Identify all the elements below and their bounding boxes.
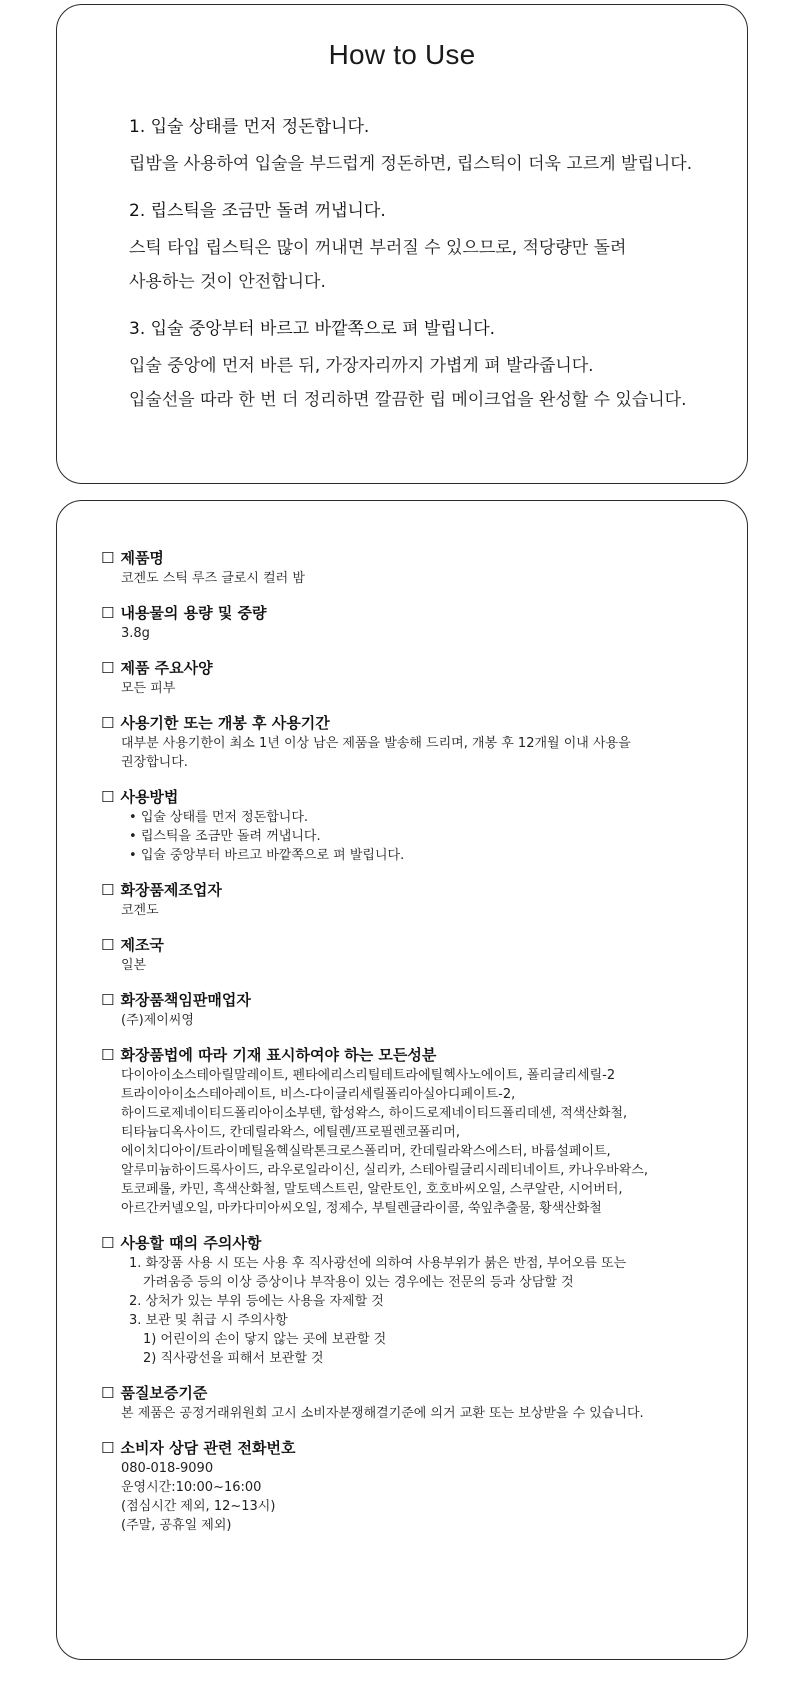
section-title: ☐ 화장품법에 따라 기재 표시하여야 하는 모든성분 <box>101 1046 437 1064</box>
step-2 <box>129 197 717 299</box>
country-value: 일본 <box>121 958 147 973</box>
sub-list-item: 1) 어린이의 손이 닿지 않는 곳에 보관할 것 <box>143 1332 387 1347</box>
product-info-card <box>56 500 748 1660</box>
sub-list-item: 2) 직사광선을 피해서 보관할 것 <box>143 1351 324 1366</box>
list-item-continued: 가려움증 등의 이상 증상이나 부작용이 있는 경우에는 전문의 등과 상담할 것 <box>143 1275 574 1290</box>
checkbox-icon: ☐ <box>101 714 115 732</box>
section-usage <box>101 786 707 865</box>
text-line: 토코페롤, 카민, 흑색산화철, 말토덱스트린, 알란토인, 호호바씨오일, 스쿠알란, 시어버터, <box>121 1182 623 1197</box>
section-quality <box>101 1382 707 1423</box>
step-heading: 3. 입술 중앙부터 바르고 바깥쪽으로 펴 발립니다. <box>129 319 496 339</box>
step-heading: 2. 립스틱을 조금만 돌려 꺼냅니다. <box>129 201 386 221</box>
section-seller <box>101 989 707 1030</box>
section-contact <box>101 1437 707 1535</box>
step-heading: 1. 입술 상태를 먼저 정돈합니다. <box>129 117 370 137</box>
text-line: 하이드로제네이티드폴리아이소부텐, 합성왁스, 하이드로제네이티드폴리데센, 적색산화철, <box>121 1106 628 1121</box>
step-text: 립밤을 사용하여 입술을 부드럽게 정돈하면, 립스틱이 더욱 고르게 발립니다. <box>129 154 693 174</box>
list-item: 1. 화장품 사용 시 또는 사용 후 직사광선에 의하여 사용부위가 붉은 반점, 부어오름 또는 <box>129 1256 627 1271</box>
how-to-use-title: How to Use <box>328 39 476 70</box>
section-title: ☐ 사용할 때의 주의사항 <box>101 1234 262 1252</box>
seller-value: (주)제이씨영 <box>121 1013 194 1028</box>
section-volume <box>101 602 707 643</box>
text-line: 에이치디아이/트라이메틸올헥실락톤크로스폴리머, 칸데릴라왁스에스터, 바륨설페이트, <box>121 1144 611 1159</box>
checkbox-icon: ☐ <box>101 1046 115 1064</box>
section-product-name <box>101 547 707 588</box>
section-expiry <box>101 712 707 772</box>
text-line: (점심시간 제외, 12~13시) <box>121 1499 276 1514</box>
step-text: 사용하는 것이 안전합니다. <box>129 272 326 292</box>
phone-number: 080-018-9090 <box>121 1461 214 1476</box>
section-title: ☐ 사용방법 <box>101 788 179 806</box>
list-item: • 입술 상태를 먼저 정돈합니다. <box>121 808 707 827</box>
checkbox-icon: ☐ <box>101 991 115 1009</box>
section-title: ☐ 화장품제조업자 <box>101 881 222 899</box>
section-caution <box>101 1232 707 1368</box>
list-item: 3. 보관 및 취급 시 주의사항 <box>129 1313 288 1328</box>
step-text: 스틱 타입 립스틱은 많이 꺼내면 부러질 수 있으므로, 적당량만 돌려 <box>129 238 627 258</box>
checkbox-icon: ☐ <box>101 936 115 954</box>
text-line: 트라이아이소스테아레이트, 비스-다이글리세릴폴리아실아디페이트-2, <box>121 1087 516 1102</box>
expiry-value <box>101 734 707 772</box>
section-country <box>101 934 707 975</box>
section-title: ☐ 내용물의 용량 및 중량 <box>101 604 267 622</box>
text-line: 대부분 사용기한이 최소 1년 이상 남은 제품을 발송해 드리며, 개봉 후 12개월 이내 사용을 <box>121 736 631 751</box>
text-line: 아르간커넬오일, 마카다미아씨오일, 정제수, 부틸렌글라이콜, 쑥잎추출물, 황색산화철 <box>121 1201 602 1216</box>
list-item: • 입술 중앙부터 바르고 바깥쪽으로 펴 발립니다. <box>121 846 707 865</box>
step-text: 입술선을 따라 한 번 더 정리하면 깔끔한 립 메이크업을 완성할 수 있습니다. <box>129 390 687 410</box>
manufacturer-value: 코겐도 <box>121 903 159 918</box>
section-title: ☐ 화장품책임판매업자 <box>101 991 251 1009</box>
text-line: 다이아이소스테아릴말레이트, 펜타에리스리틸테트라에틸헥사노에이트, 폴리글리세릴-2 <box>121 1068 616 1083</box>
text-line: 티타늄디옥사이드, 칸데릴라왁스, 에틸렌/프로필렌코폴리머, <box>121 1125 460 1140</box>
step-1 <box>129 113 717 181</box>
checkbox-icon: ☐ <box>101 604 115 622</box>
list-item: • 립스틱을 조금만 돌려 꺼냅니다. <box>121 827 707 846</box>
spec-value: 모든 피부 <box>121 681 176 696</box>
product-info-list <box>101 547 707 1549</box>
step-text: 입술 중앙에 먼저 바른 뒤, 가장자리까지 가볍게 펴 발라줍니다. <box>129 356 594 376</box>
text-line: 운영시간:10:00~16:00 <box>121 1480 262 1495</box>
how-to-use-card <box>56 4 748 484</box>
step-3 <box>129 315 717 417</box>
quality-value: 본 제품은 공정거래위원회 고시 소비자분쟁해결기준에 의거 교환 또는 보상받을 수 있습니다. <box>121 1406 644 1421</box>
section-title: ☐ 사용기한 또는 개봉 후 사용기간 <box>101 714 330 732</box>
section-title: ☐ 소비자 상담 관련 전화번호 <box>101 1439 296 1457</box>
section-spec <box>101 657 707 698</box>
text-line: 알루미늄하이드록사이드, 라우로일라이신, 실리카, 스테아릴글리시레티네이트, 카나우바왁스, <box>121 1163 648 1178</box>
usage-list <box>101 808 707 865</box>
section-manufacturer <box>101 879 707 920</box>
section-title: ☐ 제품명 <box>101 549 164 567</box>
text-line: 권장합니다. <box>121 755 188 770</box>
checkbox-icon: ☐ <box>101 549 115 567</box>
checkbox-icon: ☐ <box>101 1384 115 1402</box>
text-line: (주말, 공휴일 제외) <box>121 1518 232 1533</box>
how-to-use-steps <box>129 113 717 433</box>
list-item: 2. 상처가 있는 부위 등에는 사용을 자제할 것 <box>129 1294 384 1309</box>
checkbox-icon: ☐ <box>101 881 115 899</box>
checkbox-icon: ☐ <box>101 659 115 677</box>
product-name-value: 코겐도 스틱 루즈 글로시 컬러 밤 <box>121 571 305 586</box>
contact-value <box>101 1459 707 1535</box>
ingredients-value <box>101 1066 707 1218</box>
section-title: ☐ 제조국 <box>101 936 164 954</box>
caution-list <box>101 1254 707 1368</box>
checkbox-icon: ☐ <box>101 1439 115 1457</box>
volume-value: 3.8g <box>121 626 150 641</box>
checkbox-icon: ☐ <box>101 788 115 806</box>
section-title: ☐ 품질보증기준 <box>101 1384 208 1402</box>
checkbox-icon: ☐ <box>101 1234 115 1252</box>
section-title: ☐ 제품 주요사양 <box>101 659 213 677</box>
section-ingredients <box>101 1044 707 1218</box>
